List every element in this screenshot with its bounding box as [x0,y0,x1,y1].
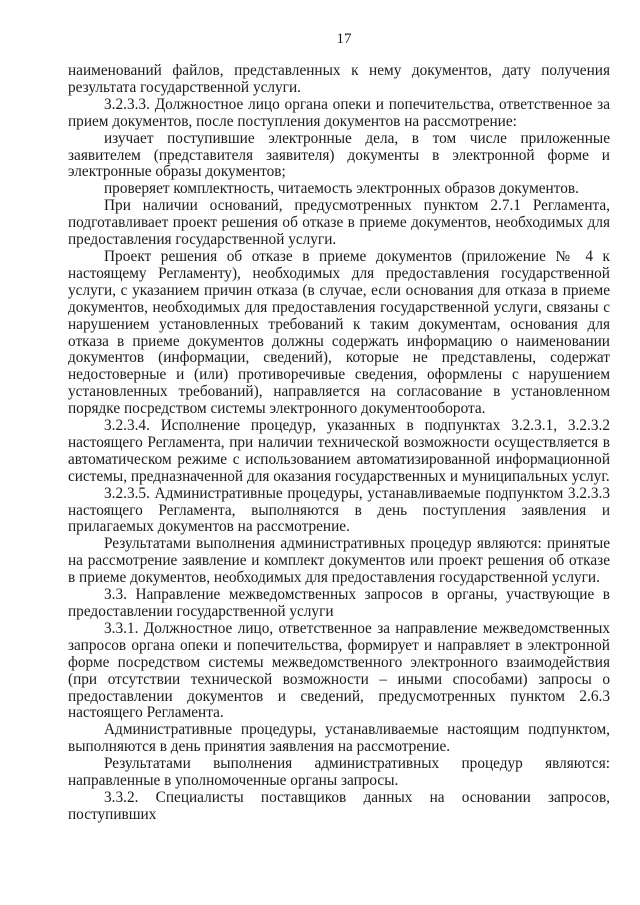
paragraph: Результатами выполнения административных процедур являются: принятые на рассмотрение заявление и комплект документов или проект решения об отказе в приеме документов, необходимых для предоставления государственной услуги. [68,535,610,587]
paragraph: изучает поступившие электронные дела, в том числе приложенные заявителем (представителя заявителя) документы в электронной форме и электронные образы документов; [68,129,610,181]
paragraph: 3.2.3.4. Исполнение процедур, указанных в подпунктах 3.2.3.1, 3.2.3.2 настоящего Регламента, при наличии технической возможности осуществляется в автоматическом режиме с использованием автоматизированной информационной системы, предназначенной для оказания государственных и муниципальных услуг. [68,417,610,485]
paragraph: 3.3.2. Специалисты поставщиков данных на основании запросов, поступивших [68,788,610,823]
document-body [68,63,610,824]
paragraph: Административные процедуры, устанавливаемые настоящим подпунктом, выполняются в день принятия заявления на рассмотрение. [68,721,610,756]
paragraph: 3.2.3.3. Должностное лицо органа опеки и попечительства, ответственное за прием документов, после поступления документов на рассмотрение: [68,95,610,130]
paragraph: При наличии оснований, предусмотренных пунктом 2.7.1 Регламента, подготавливает проект решения об отказе в приеме документов, необходимых для предоставления государственной услуги. [68,197,610,249]
paragraph: 3.2.3.5. Административные процедуры, устанавливаемые подпунктом 3.2.3.3 настоящего Регламента, выполняются в день поступления заявления и прилагаемых документов на рассмотрение. [68,484,610,536]
paragraph: наименований файлов, представленных к нему документов, дату получения результата государственной услуги. [68,62,610,96]
paragraph: Результатами выполнения административных процедур являются: направленные в уполномоченные органы запросы. [68,755,610,790]
section-heading: 3.3. Направление межведомственных запросов в органы, участвующие в предоставлении государственной услуги [68,586,610,620]
page-number: 17 [336,31,352,47]
paragraph: проверяет комплектность, читаемость электронных образов документов. [104,180,579,198]
paragraph: 3.3.1. Должностное лицо, ответственное за направление межведомственных запросов органа опеки и попечительства, формирует и направляет в электронной форме посредством системы межведомственного электронного взаимодействия (при отсутствии технической возможности – иными способами) запросы о предоставлении документов и сведений, предусмотренных пунктом 2.6.3 настоящего Регламента. [68,619,610,722]
paragraph: Проект решения об отказе в приеме документов (приложение № 4 к настоящему Регламенту), необходимых для предоставления государственной услуги, с указанием причин отказа (в случае, если основания для отказа в приеме документов, необходимых для предоставления государственной услуги, связаны с нарушением установленных требований к таким документам, основания для отказа в приеме документов должны содержать информацию о наименовании документов (информации, сведений), которые не представлены, содержат недостоверные и (или) противоречивые сведения, оформлены с нарушением установленных требований), направляется на согласование в установленном порядке посредством системы электронного документооборота. [68,247,610,418]
